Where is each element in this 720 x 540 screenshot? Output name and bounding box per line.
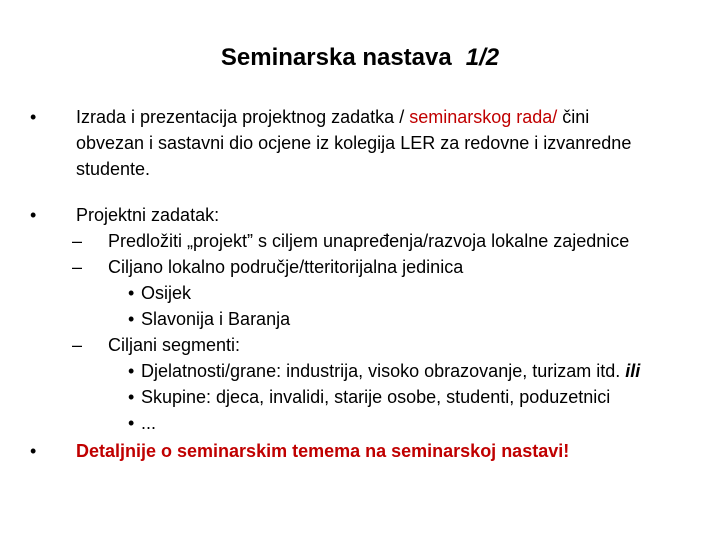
sub-sub-item <box>30 384 700 410</box>
sub-item-2-text: Ciljano lokalno područje/tteritorijalna jedinica <box>108 257 464 277</box>
bullet-marker: • <box>128 283 135 303</box>
bullet-1-line-2: obvezan i sastavni dio ocjene iz kolegija LER za redovne i izvanredne <box>76 133 632 153</box>
sub-item-2 <box>30 254 700 280</box>
bullet-marker: • <box>30 441 37 461</box>
sub-sub-item <box>30 358 700 384</box>
sub-sub-item-text <box>141 361 640 381</box>
slide-title-text: Seminarska nastava <box>220 44 452 71</box>
sub-sub-item-italic-suffix: ili <box>625 361 641 381</box>
sub-item-1 <box>30 228 700 254</box>
bullet-1-text <box>76 107 589 127</box>
dash-marker: – <box>72 257 83 277</box>
bullet-3 <box>30 438 700 464</box>
bullet-1-text-part1: Izrada i prezentacija projektnog zadatka / <box>76 107 410 127</box>
bullet-2-text: Projektni zadatak: <box>76 205 220 225</box>
bullet-marker: • <box>128 309 135 329</box>
sub-item-3 <box>30 332 700 358</box>
sub-item-3-text: Ciljani segmenti: <box>108 335 241 355</box>
bullet-marker: • <box>128 413 135 433</box>
bullet-2 <box>30 202 700 436</box>
sub-sub-item-text: Osijek <box>141 283 192 303</box>
bullet-1-line-3: studente. <box>76 159 151 179</box>
bullet-1-line-1 <box>30 104 700 130</box>
sub-sub-item-text: Slavonija i Baranja <box>141 309 291 329</box>
sub-sub-item <box>30 410 700 436</box>
slide-title <box>0 44 720 72</box>
bullet-2-heading <box>30 202 700 228</box>
sub-item-1-text: Predložiti „projekt” s ciljem unapređenja/razvoja lokalne zajednice <box>108 231 630 251</box>
sub-sub-item-main-text: Djelatnosti/grane: industrija, visoko obrazovanje, turizam itd. <box>141 361 621 381</box>
sub-sub-item-text: ... <box>141 413 157 433</box>
bullet-marker: • <box>128 387 135 407</box>
sub-sub-item <box>30 306 700 332</box>
bullet-1-text-part2: čini <box>557 107 590 127</box>
sub-sub-item-text: Skupine: djeca, invalidi, starije osobe, studenti, poduzetnici <box>141 387 611 407</box>
slide-title-number: 1/2 <box>465 44 500 71</box>
dash-marker: – <box>72 231 83 251</box>
dash-marker: – <box>72 335 83 355</box>
sub-sub-item <box>30 280 700 306</box>
bullet-marker: • <box>30 205 37 225</box>
bullet-marker: • <box>30 107 37 127</box>
bullet-1-red-text: seminarskog rada/ <box>409 107 558 127</box>
bullet-3-line <box>30 438 700 464</box>
bullet-1 <box>30 104 700 182</box>
bullet-marker: • <box>128 361 135 381</box>
bullet-3-text: Detaljnije o seminarskim temema na seminarskoj nastavi! <box>76 441 570 461</box>
